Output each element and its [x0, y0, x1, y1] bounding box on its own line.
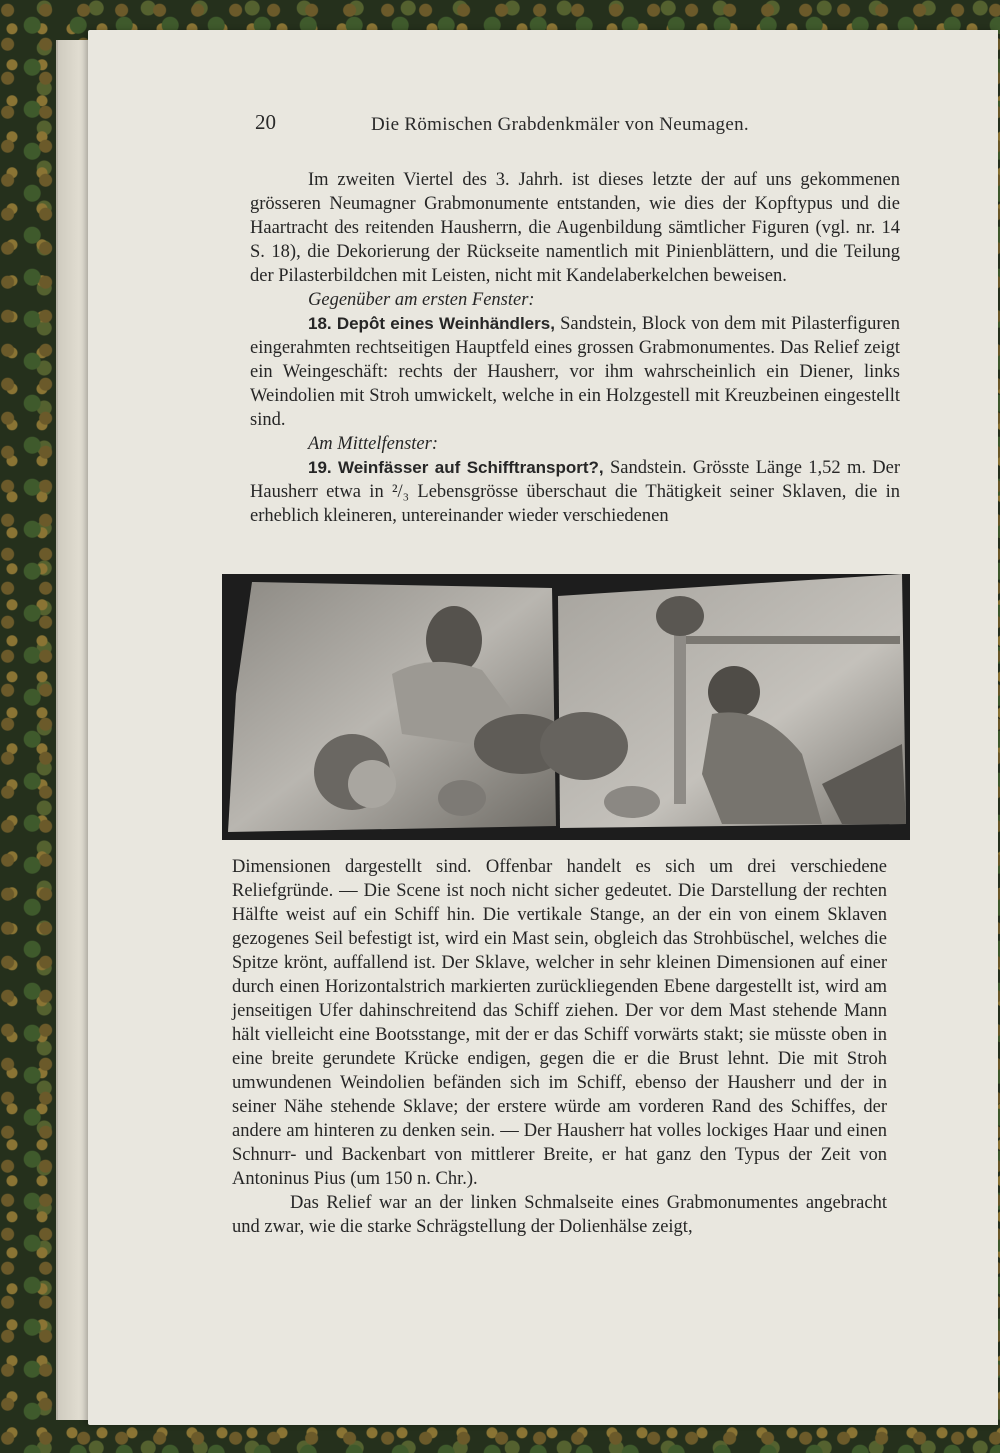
text-block-lower: [232, 855, 887, 1239]
entry-19-number: 19.: [308, 458, 332, 477]
page-header: [255, 110, 815, 140]
paragraph-dating: Im zweiten Viertel des 3. Jahrh. ist dieses letzte der auf uns gekommenen grösseren Neumagner Grabmonumente entstanden, wie dies der Kopftypus und die Haartracht des reitenden Hausherrn, die Augenbildung sämtlicher Figuren (vgl. nr. 14 S. 18), die Dekorierung der Rückseite namentlich mit Pinienblättern, und die Teilung der Pilasterbildchen mit Leisten, nicht mit Kandelaberkelchen beweisen.: [250, 170, 900, 286]
entry-18-number: 18.: [308, 314, 332, 333]
running-title: Die Römischen Grabdenkmäler von Neumagen.: [371, 114, 749, 135]
relief-image: [222, 574, 910, 840]
paragraph-placement: Das Relief war an der linken Schmalseite eines Grabmonumentes angebracht und zwar, wie die starke Schrägstellung der Dolienhälse zeigt,: [232, 1193, 887, 1237]
entry-18-description: Sandstein, Block von dem mit Pilasterfiguren eingerahmten rechtseitigen Hauptfeld eines grossen Grabmonumentes. Das Relief zeigt ein Weingeschäft: rechts der Hausherr, vor ihm wahrscheinlich ein Diener, links Weindolien mit Stroh umwickelt, welche in ein Holzgestell mit Kreuzbeinen eingestellt sind.: [250, 314, 900, 430]
catalogue-entry-19: [250, 456, 900, 528]
entry-18-title: Depôt eines Weinhändlers,: [336, 314, 555, 333]
location-heading-middle-window: Am Mittelfenster:: [308, 434, 438, 454]
paragraph-interpretation: Dimensionen dargestellt sind. Offenbar handelt es sich um drei verschiedene Reliefgründe. — Die Scene ist noch nicht sicher gedeutet. Die Darstellung der rechten Hälfte weist auf ein Schiff hin. Die vertikale Stange, an der ein von einem Sklaven gezogenes Seil befestigt ist, wird ein Mast sein, obgleich das Strohbüschel, welches die Spitze krönt, auffallend ist. Der Sklave, welcher in sehr kleinen Dimensionen auf einer durch einen Horizontalstrich markierten zurückliegenden Ebene dargestellt ist, wird am jenseitigen Ufer dahinschreitend das Schiff ziehen. Der vor dem Mast stehende Mann hält vielleicht eine Bootsstange, mit der er das Schiff vorwärts stakt; sie müsste oben in eine breite gerundete Krücke endigen, gegen die er die Brust lehnt. Die mit Stroh umwundenen Weindolien befänden sich im Schiff, ebenso der Hausherr und der in seiner Nähe stehende Sklave; der erstere würde am vorderen Rand des Schiffes, der andere am hinteren zu denken sein. — Der Hausherr hat volles lockiges Haar und einen Schnurr- und Backenbart von mittlerer Breite, er hat ganz den Typus der Zeit von Antoninus Pius (um 150 n. Chr.).: [232, 857, 887, 1189]
relief-photograph: [222, 574, 910, 840]
page-number: 20: [255, 110, 276, 134]
catalogue-entry-18: [250, 312, 900, 432]
entry-19-description: Sandstein. Grösste Länge 1,52 m. Der Hausherr etwa in ²/₃ Lebensgrösse überschaut die Thätigkeit seiner Sklaven, die in erheblich kleineren, untereinander wieder verschiedenen: [250, 458, 901, 526]
location-heading-first-window: Gegenüber am ersten Fenster:: [308, 290, 535, 310]
entry-19-title: Weinfässer auf Schifftransport?,: [337, 458, 604, 477]
text-block-upper: [250, 168, 900, 528]
